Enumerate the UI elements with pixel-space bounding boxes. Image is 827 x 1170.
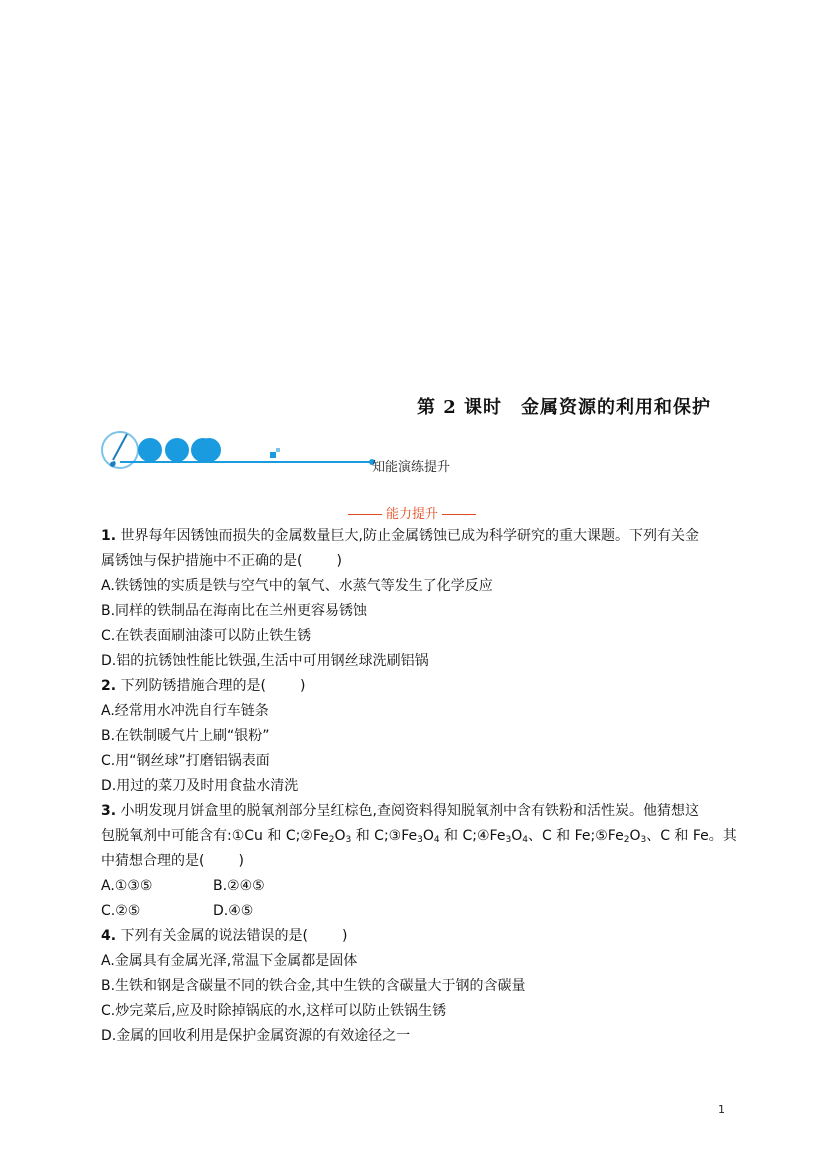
option-d: D.铝的抗锈蚀性能比铁强,生活中可用钢丝球洗刷铝锅 bbox=[101, 653, 429, 669]
question-stem bbox=[101, 524, 731, 549]
option-row bbox=[101, 899, 731, 924]
option-c: C.用“钢丝球”打磨铝锅表面 bbox=[101, 753, 270, 769]
paren-close: ) bbox=[299, 678, 306, 694]
formula-text: O bbox=[629, 828, 641, 844]
formula-text: 、C 和 Fe。其 bbox=[646, 828, 737, 844]
question-text: 小明发现月饼盒里的脱氧剂部分呈红棕色,查阅资料得知脱氧剂中含有铁粉和活性炭。他猜想这 bbox=[120, 803, 699, 819]
cube-icon bbox=[270, 448, 280, 458]
subscript: 3 bbox=[345, 835, 352, 845]
option-b: B.生铁和钢是含碳量不同的铁合金,其中生铁的含碳量大于钢的含碳量 bbox=[101, 978, 526, 994]
formula-text: 和 C;③Fe bbox=[351, 828, 418, 844]
question-4 bbox=[101, 924, 731, 1049]
section-heading bbox=[342, 503, 482, 522]
question-number: 4. bbox=[101, 928, 117, 944]
question-stem bbox=[101, 799, 731, 824]
subscript: 4 bbox=[522, 835, 528, 845]
section-title: 能力提升 bbox=[385, 507, 438, 522]
question-number: 1. bbox=[101, 528, 117, 544]
question-list bbox=[101, 524, 737, 1049]
question-text: 世界每年因锈蚀而损失的金属数量巨大,防止金属锈蚀已成为科学研究的重大课题。下列有关金 bbox=[120, 528, 699, 544]
question-number: 2. bbox=[101, 678, 117, 694]
subscript: 2 bbox=[623, 835, 630, 845]
subscript: 3 bbox=[640, 835, 647, 845]
option-c: C.炒完菜后,应及时除掉锅底的水,这样可以防止铁锅生锈 bbox=[101, 1003, 447, 1019]
formula-text: O bbox=[511, 828, 523, 844]
option-d: D.④⑤ bbox=[213, 903, 254, 919]
question-3 bbox=[101, 799, 737, 924]
banner-label: 知能演练提升 bbox=[372, 460, 451, 475]
section-rule-left bbox=[348, 514, 382, 515]
section-rule-right bbox=[442, 514, 476, 515]
paren-close: ) bbox=[341, 928, 348, 944]
paren-close: ) bbox=[238, 853, 244, 869]
question-text: 下列防锈措施合理的是( bbox=[120, 678, 266, 694]
formula-text: 、C 和 Fe;⑤Fe bbox=[527, 828, 624, 844]
subscript: 2 bbox=[328, 835, 335, 845]
subscript: 3 bbox=[505, 835, 512, 845]
banner-dot-4 bbox=[197, 438, 221, 462]
question-2 bbox=[101, 674, 731, 799]
subscript: 3 bbox=[417, 835, 423, 845]
option-d: D.用过的菜刀及时用食盐水清洗 bbox=[101, 778, 299, 794]
banner-dot-1 bbox=[138, 438, 162, 462]
formula-text: 包脱氧剂中可能含有:①Cu 和 C;②Fe bbox=[101, 828, 329, 844]
option-c: C.在铁表面刷油漆可以防止铁生锈 bbox=[101, 628, 312, 644]
option-b: B.同样的铁制品在海南比在兰州更容易锈蚀 bbox=[101, 603, 368, 619]
formula-text: 和 C;④Fe bbox=[439, 828, 506, 844]
question-stem bbox=[101, 674, 731, 699]
option-b: B.在铁制暖气片上刷“银粉” bbox=[101, 728, 270, 744]
question-1 bbox=[101, 524, 731, 674]
option-a: A.经常用水冲洗自行车链条 bbox=[101, 703, 269, 719]
formula-text: O bbox=[422, 828, 434, 844]
option-a: A.①③⑤ bbox=[101, 878, 153, 894]
question-stem-continued bbox=[101, 849, 731, 874]
page-number: 1 bbox=[718, 1103, 725, 1116]
option-row bbox=[101, 874, 731, 899]
question-text: 中猜想合理的是( bbox=[101, 853, 205, 869]
option-a: A.金属具有金属光泽,常温下金属都是固体 bbox=[101, 953, 358, 969]
question-stem-continued bbox=[101, 549, 731, 574]
paren-close: ) bbox=[336, 553, 342, 569]
question-stem bbox=[101, 924, 731, 949]
question-number: 3. bbox=[101, 803, 117, 819]
question-stem-formulas bbox=[101, 824, 737, 849]
subscript: 4 bbox=[433, 835, 440, 845]
section-banner bbox=[100, 426, 500, 474]
option-b: B.②④⑤ bbox=[213, 878, 265, 894]
question-text: 下列有关金属的说法错误的是( bbox=[120, 928, 308, 944]
page-title: 第 2 课时 金属资源的利用和保护 bbox=[417, 397, 712, 418]
option-a: A.铁锈蚀的实质是铁与空气中的氧气、水蒸气等发生了化学反应 bbox=[101, 578, 493, 594]
option-c: C.②⑤ bbox=[101, 903, 141, 919]
formula-text: O bbox=[334, 828, 346, 844]
question-text: 属锈蚀与保护措施中不正确的是( bbox=[101, 553, 303, 569]
banner-dot-2 bbox=[165, 438, 189, 462]
option-d: D.金属的回收利用是保护金属资源的有效途径之一 bbox=[101, 1028, 411, 1044]
